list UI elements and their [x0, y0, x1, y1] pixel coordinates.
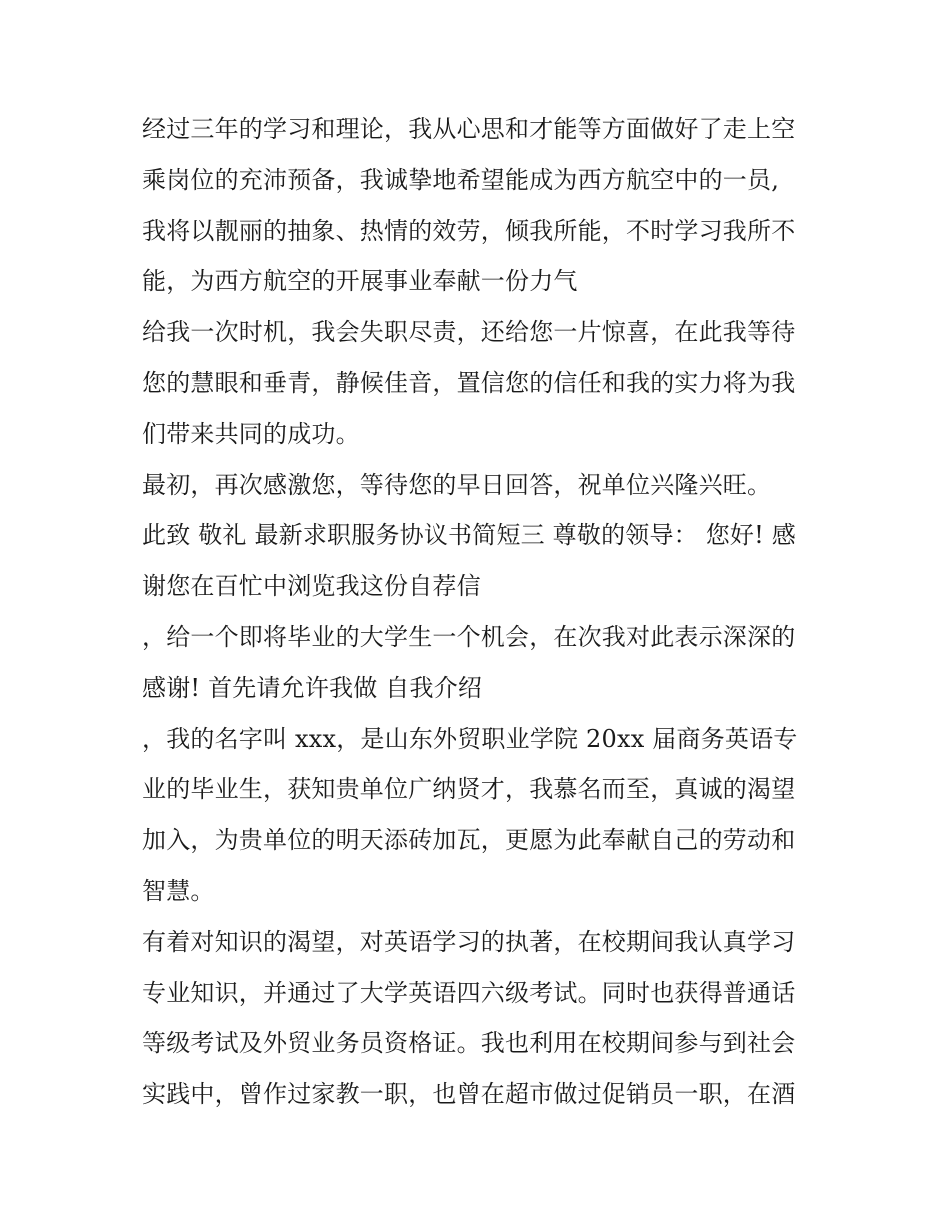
text-line: 业的毕业生，获知贵单位广纳贤才，我慕名而至，真诚的渴望: [142, 775, 796, 804]
text-line: 经过三年的学习和理论，我从心思和才能等方面做好了走上空: [142, 115, 796, 143]
text-line: 最初，再次感激您，等待您的早日回答，祝单位兴隆兴旺。: [142, 470, 772, 499]
text-line: ，给一个即将毕业的大学生一个机会，在次我对此表示深深的: [142, 622, 796, 651]
text-line: 您的慧眼和垂青，静候佳音，置信您的信任和我的实力将为我: [142, 368, 796, 397]
text-line: 能，为西方航空的开展事业奉献一份力气: [142, 267, 578, 296]
text-line: 专业知识，并通过了大学英语四六级考试。同时也获得普通话: [142, 978, 796, 1007]
text-line: 此致 敬礼 最新求职服务协议书简短三 尊敬的领导： 您好! 感: [142, 521, 796, 550]
text-line: 加入，为贵单位的明天添砖加瓦，更愿为此奉献自己的劳动和: [142, 826, 796, 855]
text-line: 给我一次时机，我会失职尽责，还给您一片惊喜，在此我等待: [142, 318, 796, 347]
text-line: 实践中，曾作过家教一职，也曾在超市做过促销员一职，在酒: [142, 1080, 796, 1109]
text-line: 感谢! 首先请允许我做 自我介绍: [142, 673, 483, 702]
text-line: 智慧。: [142, 876, 215, 905]
document-body: [142, 104, 822, 1120]
text-line: 谢您在百忙中浏览我这份自荐信: [142, 572, 481, 601]
text-line: 们带来共同的成功。: [142, 419, 360, 448]
text-line: ，我的名字叫 xxx，是山东外贸职业学院 20xx 届商务英语专: [142, 724, 798, 753]
text-line: 我将以靓丽的抽象、热情的效劳，倾我所能，不时学习我所不: [142, 216, 796, 245]
text-line: 等级考试及外贸业务员资格证。我也利用在校期间参与到社会: [142, 1029, 796, 1058]
text-line: 乘岗位的充沛预备，我诚挚地希望能成为西方航空中的一员,: [142, 165, 780, 194]
text-line: 有着对知识的渴望，对英语学习的执著，在校期间我认真学习: [142, 927, 796, 956]
